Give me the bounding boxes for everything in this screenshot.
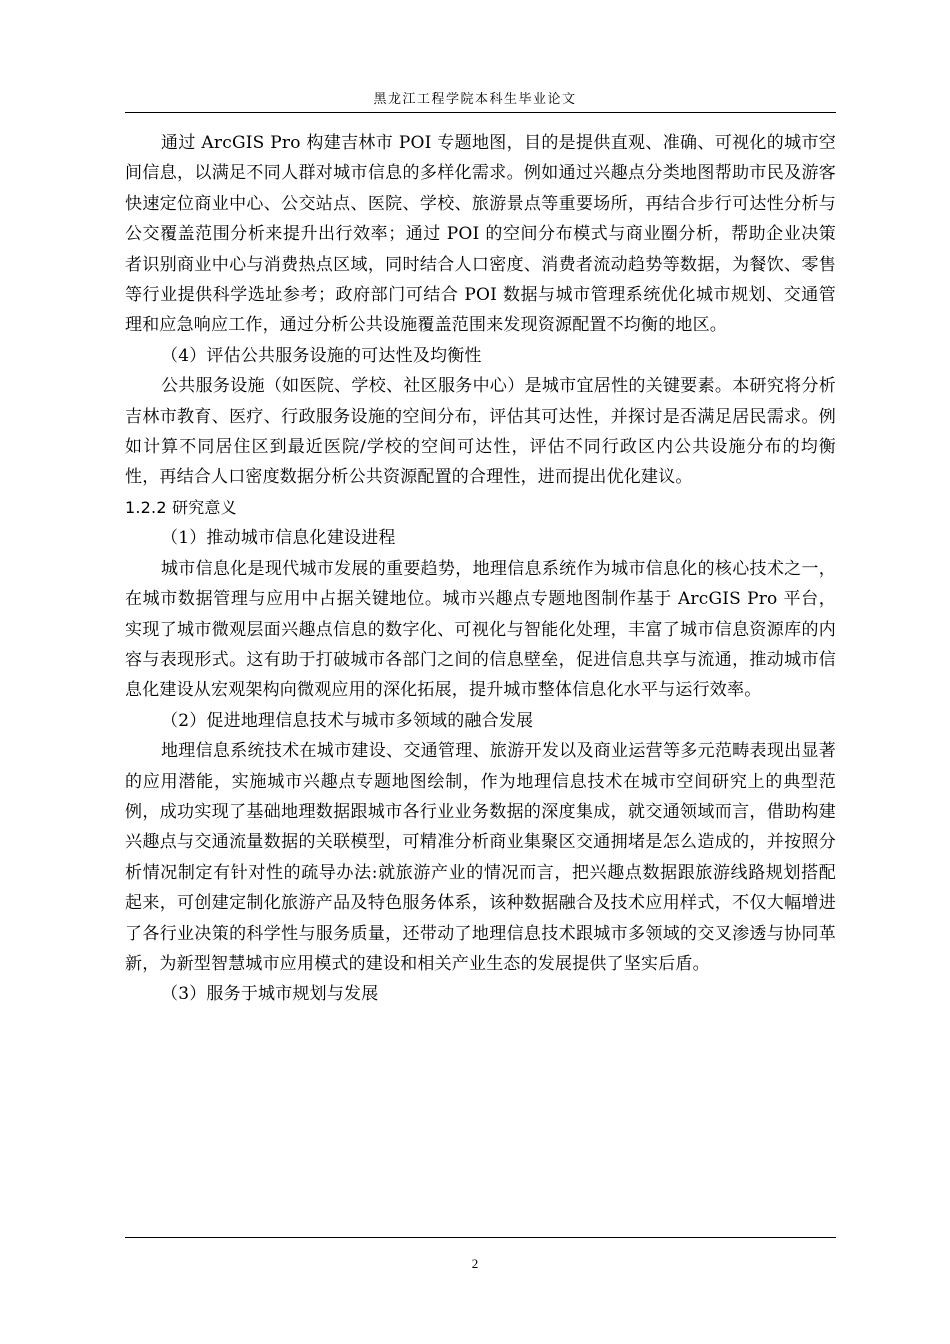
- body-paragraph: 地理信息系统技术在城市建设、交通管理、旅游开发以及商业运营等多元范畴表现出显著的应用潜能，实施城市兴趣点专题地图绘制，作为地理信息技术在城市空间研究上的典型范例，成功实现了基础地理数据跟城市各行业业务数据的深度集成，就交通领域而言，借助构建兴趣点与交通流量数据的关联模型，可精准分析商业集聚区交通拥堵是怎么造成的，并按照分析情况制定有针对性的疏导办法:就旅游产业的情况而言，把兴趣点数据跟旅游线路规划搭配起来，可创建定制化旅游产品及特色服务体系，该种数据融合及技术应用样式，不仅大幅增进了各行业决策的科学性与服务质量，还带动了地理信息技术跟城市多领域的交叉渗透与协同革新，为新型智慧城市应用模式的建设和相关产业生态的发展提供了坚实后盾。: [125, 741, 836, 974]
- subheading: （1）推动城市信息化建设进程: [161, 528, 396, 549]
- document-body: [125, 128, 836, 1010]
- body-paragraph: 公共服务设施（如医院、学校、社区服务中心）是城市宜居性的关键要素。本研究将分析吉林市教育、医疗、行政服务设施的空间分布，评估其可达性，并探讨是否满足居民需求。例如计算不同居住区到最近医院/学校的空间可达性，评估不同行政区内公共设施分布的均衡性，再结合人口密度数据分析公共资源配置的合理性，进而提出优化建议。: [125, 376, 836, 488]
- page-number: 2: [471, 1256, 479, 1271]
- section-heading: 1.2.2 研究意义: [125, 497, 237, 517]
- footer-rule: [125, 1237, 836, 1238]
- running-header: 黑龙江工程学院本科生毕业论文: [373, 92, 577, 107]
- body-paragraph: 通过 ArcGIS Pro 构建吉林市 POI 专题地图，目的是提供直观、准确、可视化的城市空间信息，以满足不同人群对城市信息的多样化需求。例如通过兴趣点分类地图帮助市民及游客快速定位商业中心、公交站点、医院、学校、旅游景点等重要场所，再结合步行可达性分析与公交覆盖范围分析来提升出行效率；通过 POI 的空间分布模式与商业圈分析，帮助企业决策者识别商业中心与消费热点区域，同时结合人口密度、消费者流动趋势等数据，为餐饮、零售等行业提供科学选址参考；政府部门可结合 POI 数据与城市管理系统优化城市规划、交通管理和应急响应工作，通过分析公共设施覆盖范围来发现资源配置不均衡的地区。: [125, 133, 836, 336]
- body-paragraph: 城市信息化是现代城市发展的重要趋势，地理信息系统作为城市信息化的核心技术之一，在城市数据管理与应用中占据关键地位。城市兴趣点专题地图制作基于 ArcGIS Pro 平台，实现了城市微观层面兴趣点信息的数字化、可视化与智能化处理，丰富了城市信息资源库的内容与表现形式。这有助于打破城市各部门之间的信息壁垒，促进信息共享与流通，推动城市信息化建设从宏观架构向微观应用的深化拓展，提升城市整体信息化水平与运行效率。: [125, 558, 836, 701]
- subheading: （4）评估公共服务设施的可达性及均衡性: [161, 345, 482, 366]
- subheading: （3）服务于城市规划与发展: [161, 984, 379, 1005]
- subheading: （2）促进地理信息技术与城市多领域的融合发展: [161, 710, 534, 731]
- header-rule: [125, 112, 836, 113]
